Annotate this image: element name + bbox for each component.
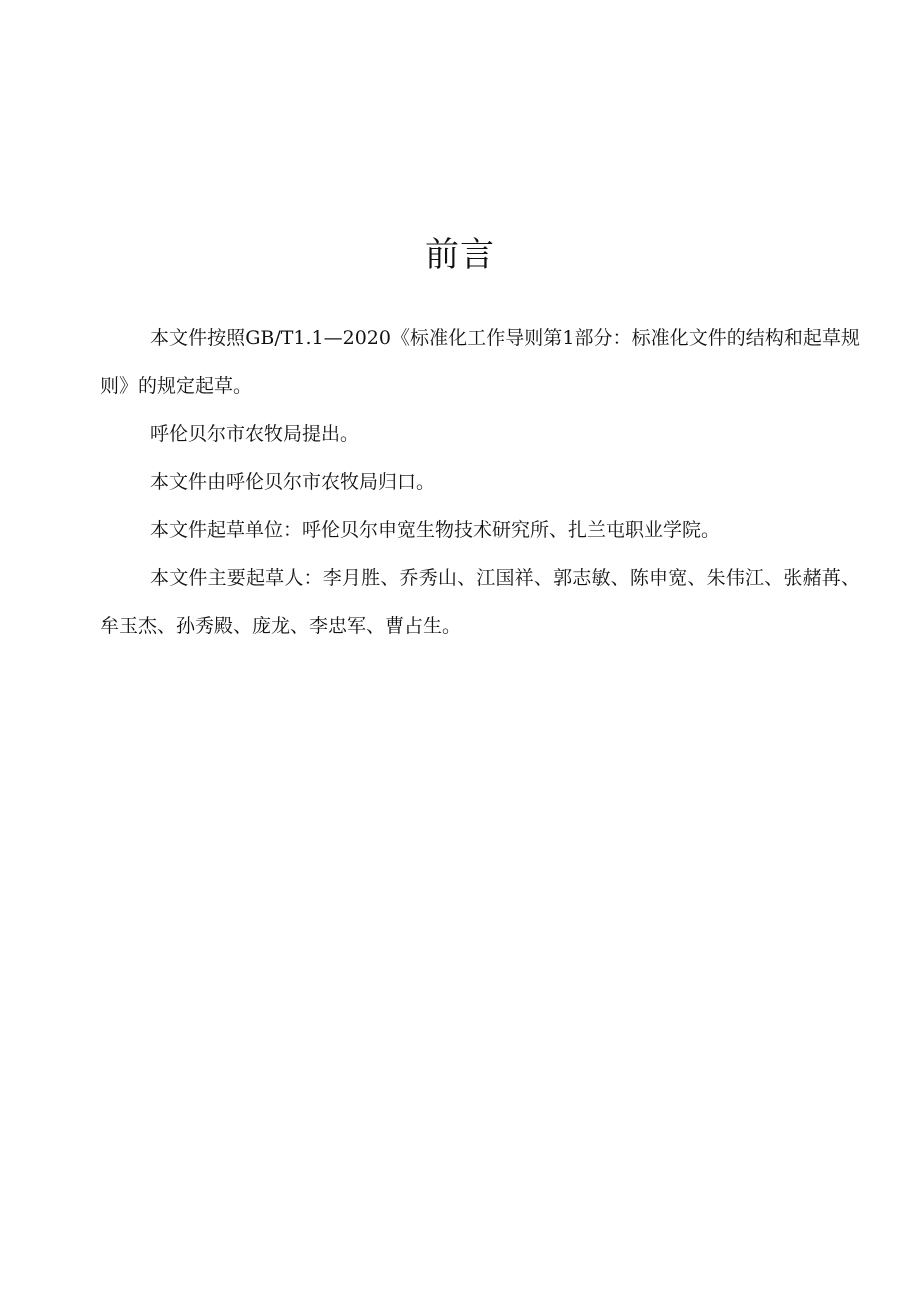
paragraph-proposer: 呼伦贝尔市农牧局提出。	[150, 423, 360, 445]
foreword-body	[100, 314, 860, 650]
paragraph-drafting-rules: 本文件按照GB/T1.1—2020《标准化工作导则第1部分：标准化文件的结构和起草规则》的规定起草。	[100, 327, 860, 397]
paragraph-drafting-units: 本文件起草单位：呼伦贝尔申宽生物技术研究所、扎兰屯职业学院。	[150, 519, 721, 541]
page-title: 前言	[425, 235, 495, 275]
paragraph-drafters: 本文件主要起草人：李月胜、乔秀山、江国祥、郭志敏、陈申宽、朱伟江、张赭苒、牟玉杰、孙秀殿、庞龙、李忠军、曹占生。	[100, 567, 860, 637]
paragraph-centralized-unit: 本文件由呼伦贝尔市农牧局归口。	[150, 471, 436, 493]
